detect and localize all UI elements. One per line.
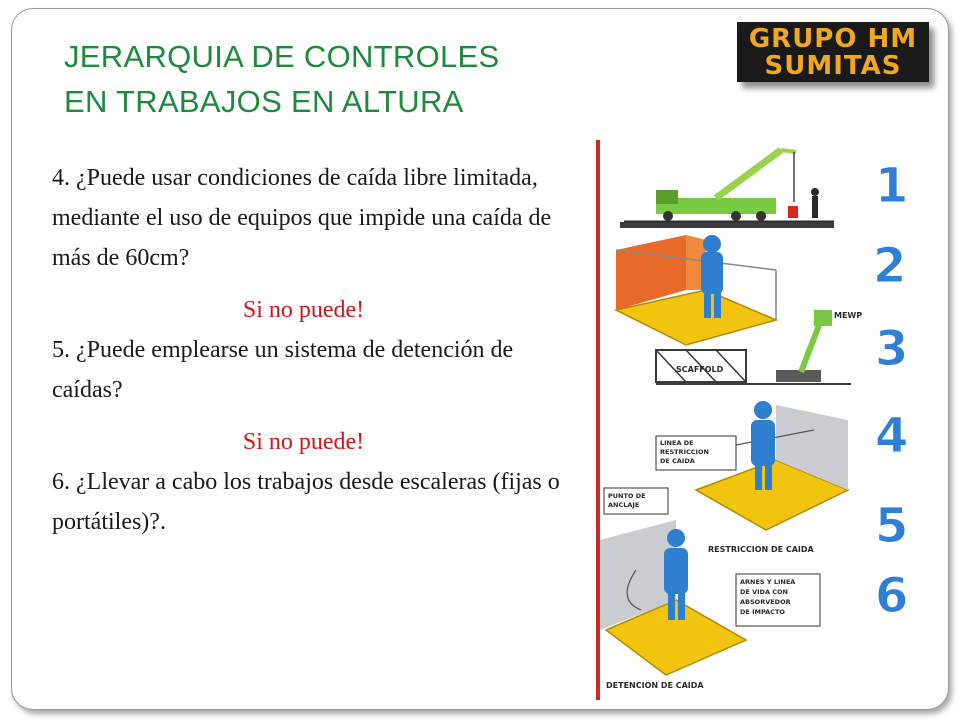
restriction-line-label: LINEA DE RESTRICCION DE CAIDA [660,439,709,465]
response-cannot-1: Si no puede! [242,297,365,323]
slide-title [64,34,584,124]
mewp-base [776,370,821,382]
level-number: 4 [875,408,909,464]
worker-body [751,420,775,466]
worker-leg [765,462,772,490]
level-1-crane [620,150,834,228]
worker-leg [678,590,685,620]
crane-jib [781,150,796,152]
fall-restriction-label: RESTRICCION DE CAIDA [708,545,814,554]
level-numbers [873,158,908,624]
level-number: 3 [875,321,909,377]
red-edge-strip [596,140,600,700]
scaffold-label: SCAFFOLD [676,365,724,374]
crane-wheel [663,211,673,221]
level-4-restriction [656,401,848,554]
worker-head [754,401,772,419]
worker-leg [704,290,711,318]
worker-leg [755,462,762,490]
worker-head [703,235,721,253]
fall-arrest-label: DETENCION DE CAIDA [606,681,704,690]
mewp-boom [801,320,821,372]
crane-wheel [731,211,741,221]
logo-line-2: SUMITAS [764,51,902,81]
crane-cab [656,190,678,204]
company-logo [737,22,929,82]
level-number: 5 [875,498,909,554]
crane-wheel [756,211,766,221]
worker-silhouette [812,196,818,218]
mewp-label: MEWP [834,311,863,320]
worker-body [664,548,688,594]
hierarchy-illustration-svg [596,140,938,700]
slide-title-line-1: JERARQUIA DE CONTROLES [64,39,500,74]
question-item-4: 4. ¿Puede usar condiciones de caída libre limitada, mediante el uso de equipos que impide una caída de más de 60cm? [52,165,552,271]
worker-head [667,529,685,547]
crane-boom [716,150,781,198]
worker-body [701,252,723,294]
level-2-guarded-platform [616,235,776,345]
anchor-point-label: PUNTO DE ANCLAJE [608,492,646,509]
crane-load [788,206,798,218]
harness-label: ARNES Y LINEA DE VIDA CON ABSORVEDOR DE IMPACTO [740,578,796,616]
question-item-5: 5. ¿Puede emplearse un sistema de detención de caídas? [52,337,514,403]
response-cannot-2: Si no puede! [242,429,365,455]
level-number: 6 [875,568,909,624]
mewp-basket [814,310,832,326]
question-item-6: 6. ¿Llevar a cabo los trabajos desde escaleras (fijas o portátiles)?. [52,469,560,535]
logo-line-1: GRUPO HM [748,24,918,54]
level-number: 2 [873,238,907,294]
slide-title-line-2: EN TRABAJOS EN ALTURA [64,84,464,119]
hierarchy-illustration [596,140,938,700]
worker-silhouette-head [811,188,819,196]
worker-leg [714,290,721,318]
level-number: 1 [875,158,909,214]
ground-slab-1 [620,222,834,228]
worker-leg [668,590,675,620]
slide-body [52,158,577,542]
